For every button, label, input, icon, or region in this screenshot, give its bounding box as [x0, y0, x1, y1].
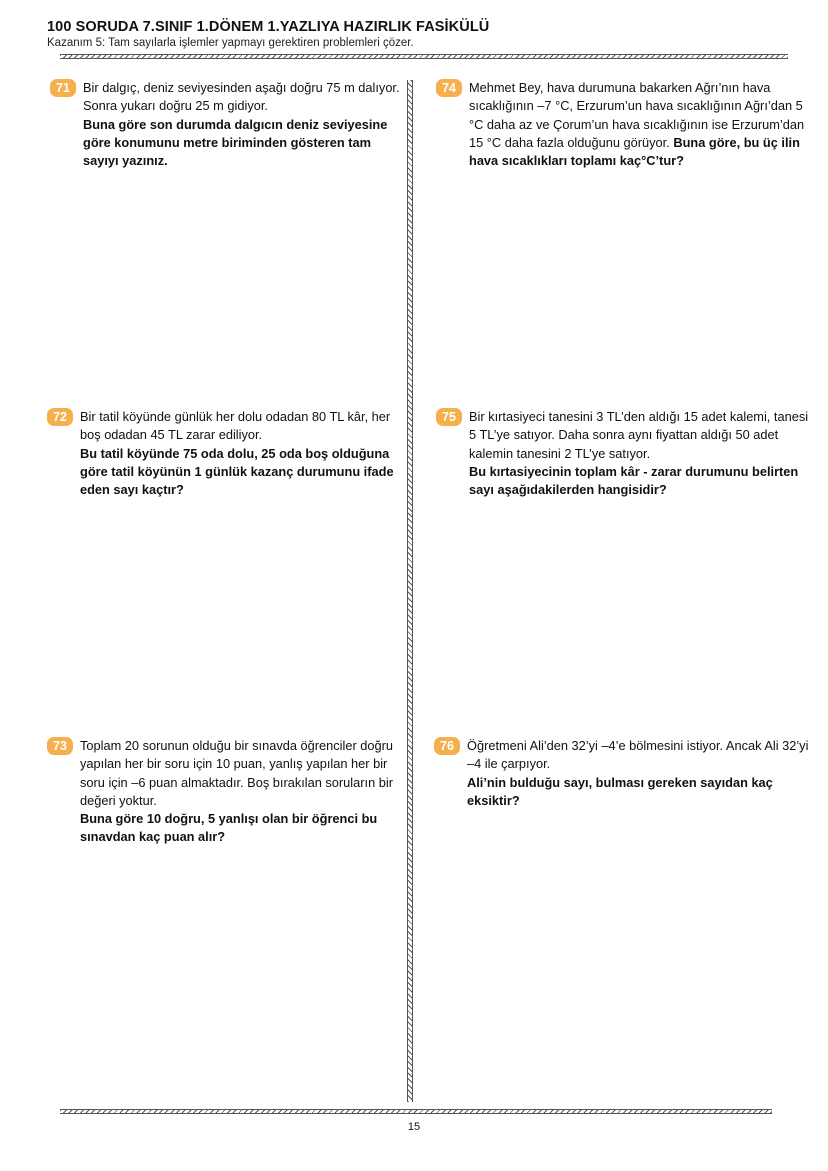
question-text: Bir kırtasiyeci tanesini 3 TL’den aldığı 15 adet kalemi, tanesi 5 TL’ye satıyor. Daha sonra aynı fiyattan aldığı 50 adet kalemin tanesini 2 TL’ye satıyor. — [469, 409, 809, 461]
question-prompt: Buna göre 10 doğru, 5 yanlışı olan bir öğrenci bu sınavdan kaç puan alır? — [80, 811, 378, 845]
bottom-divider — [60, 1109, 772, 1114]
top-divider — [60, 54, 788, 59]
question-text: Mehmet Bey, hava durumuna bakarken Ağrı’nın hava sıcaklığının –7 °C, Erzurum’un hava sıcaklığının Ağrı’dan 5 °C daha az ve Çorum’un hava sıcaklığının ise Erzurum’dan 15 °C daha fazla olduğunu görüyor. — [469, 80, 805, 150]
question-71 — [56, 79, 403, 170]
page-header — [47, 18, 787, 50]
question-text: Öğretmeni Ali’den 32’yi –4’e bölmesini istiyor. Ancak Ali 32’yi –4 ile çarpıyor. — [467, 738, 809, 772]
question-text: Toplam 20 sorunun olduğu bir sınavda öğrenciler doğru yapılan her bir soru için 10 puan, yanlış yapılan her bir soru için –6 puan almaktadır. Boş bırakılan soruların bir değeri yoktur. — [80, 738, 394, 808]
question-76 — [440, 737, 812, 810]
question-prompt: Bu tatil köyünde 75 oda dolu, 25 oda boş olduğuna göre tatil köyünün 1 günlük kazanç durumunu ifade eden sayı kaçtır? — [80, 445, 394, 498]
page-number: 15 — [407, 1121, 421, 1133]
page-title: 100 SORUDA 7.SINIF 1.DÖNEM 1.YAZLIYA HAZIRLIK FASİKÜLÜ — [47, 19, 490, 35]
question-number-badge: 72 — [47, 408, 73, 426]
question-73 — [53, 737, 395, 847]
question-75 — [442, 408, 814, 499]
question-number-badge: 75 — [436, 408, 462, 426]
question-72 — [53, 408, 405, 499]
page-subtitle: Kazanım 5: Tam sayılarla işlemler yapmayı gerektiren problemleri çözer. — [47, 37, 414, 49]
question-prompt: Buna göre, bu üç ilin hava sıcaklıkları toplamı kaç°C’tur? — [469, 134, 800, 169]
question-number-badge: 74 — [436, 79, 462, 97]
question-number-badge: 73 — [47, 737, 73, 755]
question-prompt: Ali’nin bulduğu sayı, bulması gereken sayıdan kaç eksiktir? — [467, 774, 773, 808]
question-number-badge: 76 — [434, 737, 460, 755]
question-number-badge: 71 — [50, 79, 76, 97]
question-prompt: Buna göre son durumda dalgıcın deniz seviyesine göre konumunu metre biriminden gösteren tam sayıyı yazınız. — [83, 116, 388, 169]
question-prompt: Bu kırtasiyecinin toplam kâr - zarar durumunu belirten sayı aşağıdakilerden hangisidir? — [469, 463, 799, 498]
column-divider — [407, 80, 413, 1102]
question-text: Bir tatil köyünde günlük her dolu odadan 80 TL kâr, her boş odadan 45 TL zarar ediliyor. — [80, 409, 391, 443]
question-text: Bir dalgıç, deniz seviyesinden aşağı doğru 75 m dalıyor. Sonra yukarı doğru 25 m gidiyor. — [83, 80, 400, 114]
question-74 — [442, 79, 814, 170]
